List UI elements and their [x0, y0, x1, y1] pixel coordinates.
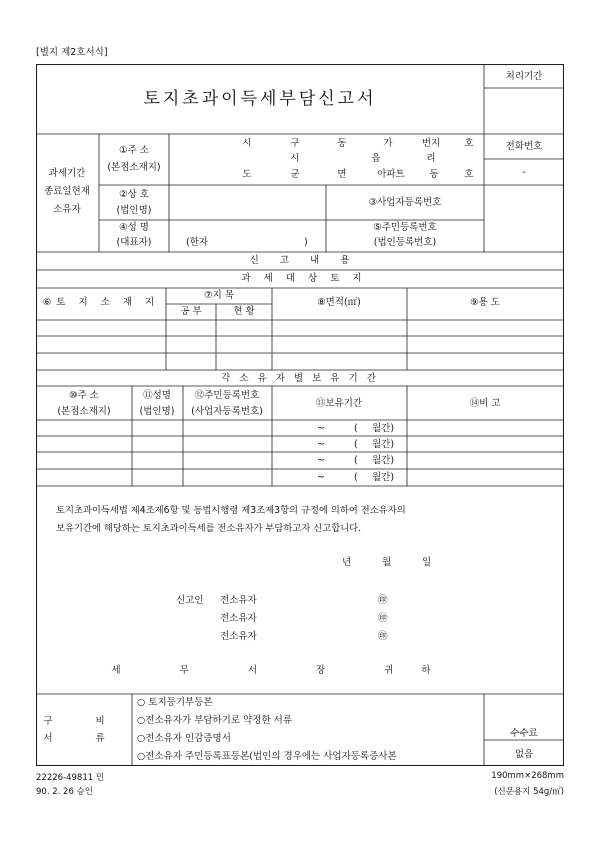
taxpayer-group-label: 소유자: [53, 204, 81, 215]
prev-owner-label: 전소유자: [220, 631, 257, 642]
period-months: 월간): [372, 455, 395, 466]
addressee: 세 무 서 장 귀하: [111, 665, 459, 676]
date-month: 월: [382, 557, 392, 568]
land-area-header: ⑧면적(㎡): [317, 297, 361, 308]
holding-name-header: ⑪성명: [143, 390, 171, 401]
trade-name-sub-label: (법인명): [116, 205, 152, 216]
land-location-header: ⑥토 지 소 재 지: [42, 297, 160, 308]
address-unit: 시: [290, 153, 300, 164]
address-unit: 호: [464, 138, 474, 149]
address-unit: 가: [383, 138, 393, 149]
attachment-item: ○전소유자 주민등록표등본(법인의 경우에는 사업자등록증사본: [137, 751, 397, 762]
name-sub-label: (대표자): [116, 237, 152, 248]
processing-period-label: 처리기간: [505, 71, 543, 82]
prev-owner-label: 전소유자: [220, 613, 257, 624]
attachment-item: ○ 토지등기부등본: [137, 697, 213, 708]
date-day: 일: [422, 557, 432, 568]
attachment-item: ○전소유자 인감증명서: [137, 733, 231, 744]
address-unit: 군: [290, 169, 300, 180]
period-paren: (: [354, 455, 358, 466]
phone-value: -: [522, 167, 526, 178]
declaration-line-1: 토지초과이득세법 제4조제6항 및 동법시행령 제3조제3항의 규정에 의하여 전소유자의: [56, 505, 406, 516]
address-label: ①주 소: [119, 145, 149, 156]
holding-address-sub-header: (본점소재지): [57, 406, 111, 417]
hanja-close: ): [304, 237, 308, 248]
address-unit: 시: [242, 138, 252, 149]
address-unit: 도: [242, 169, 252, 180]
period-months: 월간): [372, 439, 395, 450]
taxpayer-group-label: 종료일현재: [44, 186, 90, 197]
address-unit: 번지: [421, 138, 441, 149]
address-unit: 면: [337, 169, 347, 180]
paper-type: (신문용지 54g/㎡): [494, 787, 564, 797]
tax-report-form: [36, 64, 564, 766]
period-tilde: ~: [317, 439, 325, 450]
period-tilde: ~: [317, 472, 325, 483]
holding-address-header: ⑩주 소: [69, 390, 99, 401]
fee-value: 없음: [514, 749, 534, 760]
declaration-line-2: 보유기간에 해당하는 토지초과이득세를 전소유자가 부담하고자 신고합니다.: [56, 523, 362, 534]
attachments-label: 서 류: [43, 733, 125, 744]
period-paren: (: [354, 472, 358, 483]
land-public-record-header: 공 부: [180, 306, 202, 317]
period-months: 월간): [372, 423, 395, 434]
form-code: 22226-49811 민: [36, 773, 105, 783]
taxpayer-group-label: 과세기간: [48, 168, 86, 179]
name-label: ④성 명: [119, 222, 149, 233]
seal-mark: ㊞: [378, 631, 388, 642]
land-category-header: ⑦지 목: [204, 290, 234, 301]
holding-period-header: ⑬보유기간: [315, 398, 363, 409]
address-unit: 아파트: [377, 169, 405, 180]
address-unit: 동: [429, 169, 439, 180]
reporter-label: 신고인: [176, 595, 204, 606]
trade-name-label: ②상 호: [119, 189, 149, 200]
form-title: 토지초과이득세부담신고서: [143, 89, 377, 109]
attachments-label: 구 비: [43, 716, 125, 727]
phone-label: 전화번호: [505, 141, 543, 152]
business-reg-label: ③사업자등록번호: [368, 197, 442, 208]
address-unit: 구: [290, 138, 300, 149]
address-unit: 호: [464, 169, 474, 180]
period-paren: (: [354, 439, 358, 450]
land-use-header: ⑨용 도: [470, 297, 500, 308]
attachment-item: ○전소유자가 부담하기로 약정한 서류: [137, 715, 293, 726]
period-tilde: ~: [317, 455, 325, 466]
address-unit: 동: [337, 138, 347, 149]
holding-resident-header: ⑫주민등록번호: [194, 390, 260, 401]
holding-section-header: 각 소 유 자 별 보 유 기 간: [221, 373, 379, 384]
holding-resident-sub-header: (사업자등록번호): [191, 406, 263, 417]
prev-owner-label: 전소유자: [220, 595, 257, 606]
period-tilde: ~: [317, 423, 325, 434]
approval-date: 90. 2. 26 승인: [36, 787, 93, 797]
period-months: 월간): [372, 472, 395, 483]
report-section-header: 신 고 내 용: [249, 255, 359, 266]
land-actual-header: 현 황: [233, 306, 255, 317]
paper-size: 190mm×268mm: [491, 771, 564, 781]
resident-sub-label: (법인등록번호): [373, 237, 437, 248]
address-unit: 리: [426, 153, 436, 164]
seal-mark: ㊞: [378, 595, 388, 606]
form-number: [별지 제2호서식]: [36, 47, 108, 58]
fee-label: 수수료: [510, 728, 538, 739]
date-year: 년: [342, 557, 352, 568]
seal-mark: ㊞: [378, 613, 388, 624]
resident-label: ⑤주민등록번호: [373, 222, 437, 233]
hanja-open: (한자: [186, 237, 209, 248]
holding-remarks-header: ⑭비 고: [469, 398, 501, 409]
address-unit: 읍: [371, 153, 381, 164]
period-paren: (: [354, 423, 358, 434]
address-sub-label: (본점소재지): [107, 162, 161, 173]
land-section-header: 과 세 대 상 토 지: [241, 273, 367, 284]
holding-name-sub-header: (법인명): [139, 406, 175, 417]
